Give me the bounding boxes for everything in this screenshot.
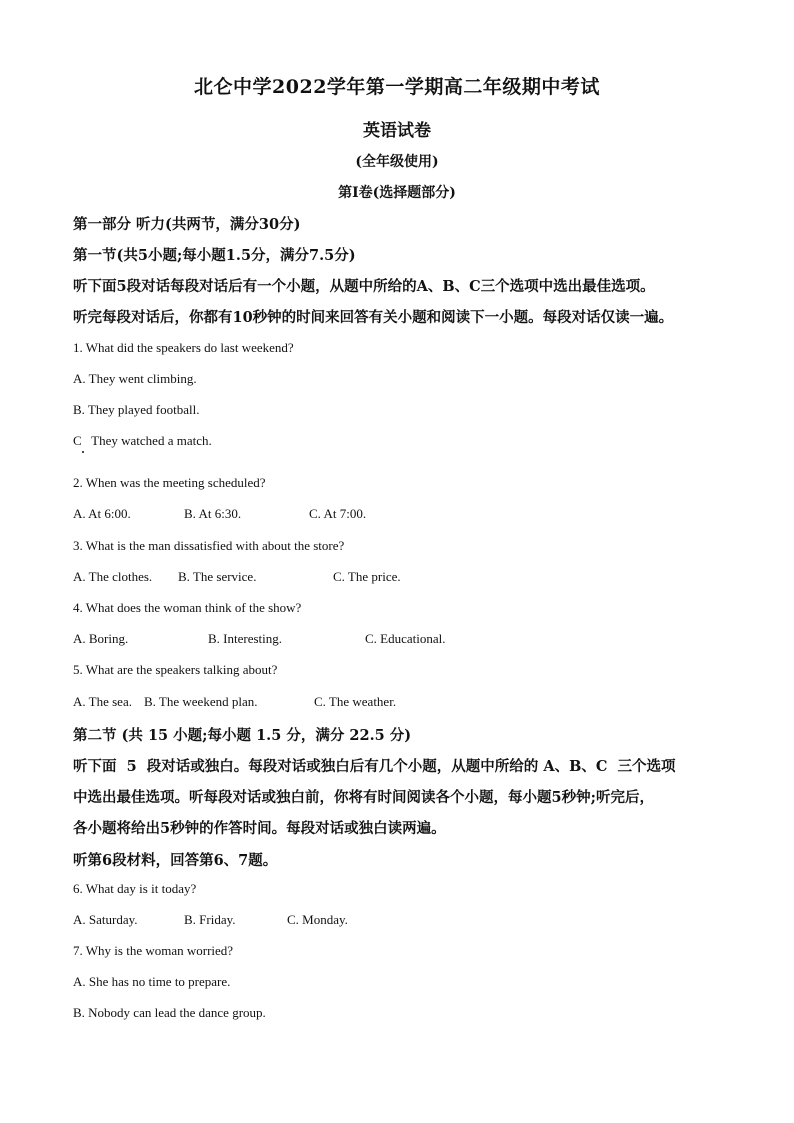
q6-stem: 6. What day is it today?: [73, 881, 197, 896]
q7-option-a: A. She has no time to prepare.: [73, 974, 231, 989]
q3-option-a: A. The clothes.: [73, 569, 153, 584]
q2-option-b: B. At 6:30.: [184, 506, 242, 521]
material6-heading: 听第6段材料，回答第6、7题。: [73, 852, 278, 869]
q4-stem: 4. What does the woman think of the show?: [73, 600, 302, 615]
q5-stem: 5. What are the speakers talking about?: [73, 662, 278, 677]
q1-stem: 1. What did the speakers do last weekend?: [73, 340, 294, 355]
q5-option-b: B. The weekend plan.: [144, 694, 258, 709]
q5-option-c: C. The weather.: [314, 694, 397, 709]
section1-instruction-line1: 听下面5段对话每段对话后有一个小题，从题中所给的A、B、C三个选项中选出最佳选项。: [73, 278, 655, 295]
section2-instruction-line1: 听下面 5 段对话或独白。每段对话或独白后有几个小题，从题中所给的 A、B、C 三个选项: [73, 758, 676, 775]
q6-option-c: C. Monday.: [287, 912, 348, 927]
section2-heading: 第二节 (共 15 小题;每小题 1.5 分，满分 22.5 分): [73, 727, 412, 744]
stray-dot-mark: [82, 451, 84, 453]
q6-option-a: A. Saturday.: [73, 912, 138, 927]
q4-option-b: B. Interesting.: [208, 631, 283, 646]
q2-stem: 2. When was the meeting scheduled?: [73, 475, 266, 490]
q3-option-b: B. The service.: [178, 569, 257, 584]
section2-instruction-line3: 各小题将给出5秒钟的作答时间。每段对话或独白读两遍。: [73, 820, 446, 837]
section1-heading: 第一节(共5小题;每小题1.5分，满分7.5分): [73, 247, 356, 264]
q1-option-b: B. They played football.: [73, 402, 200, 417]
part1-heading: 第一部分 听力(共两节，满分30分): [73, 216, 301, 233]
q6-option-b: B. Friday.: [184, 912, 236, 927]
q2-option-a: A. At 6:00.: [73, 506, 131, 521]
q7-stem: 7. Why is the woman worried?: [73, 943, 234, 958]
q3-stem: 3. What is the man dissatisfied with about the store?: [73, 538, 345, 553]
exam-title: 北仑中学2022学年第一学期高二年级期中考试: [194, 76, 600, 98]
q2-option-c: C. At 7:00.: [309, 506, 367, 521]
section2-instruction-line2: 中选出最佳选项。听每段对话或独白前，你将有时间阅读各个小题，每小题5秒钟;听完后，: [73, 789, 654, 806]
q7-option-b: B. Nobody can lead the dance group.: [73, 1005, 266, 1020]
section1-instruction-line2: 听完每段对话后，你都有10秒钟的时间来回答有关小题和阅读下一小题。每段对话仅读一遍。: [73, 309, 674, 326]
subject-title: 英语试卷: [363, 121, 431, 141]
q1-option-c: C They watched a match.: [73, 433, 212, 448]
volume-heading: 第I卷(选择题部分): [338, 185, 456, 201]
q1-option-a: A. They went climbing.: [73, 371, 197, 386]
q5-option-a: A. The sea.: [73, 694, 132, 709]
q4-option-c: C. Educational.: [365, 631, 446, 646]
q3-option-c: C. The price.: [333, 569, 401, 584]
usage-note: (全年级使用): [355, 154, 439, 170]
q4-option-a: A. Boring.: [73, 631, 129, 646]
